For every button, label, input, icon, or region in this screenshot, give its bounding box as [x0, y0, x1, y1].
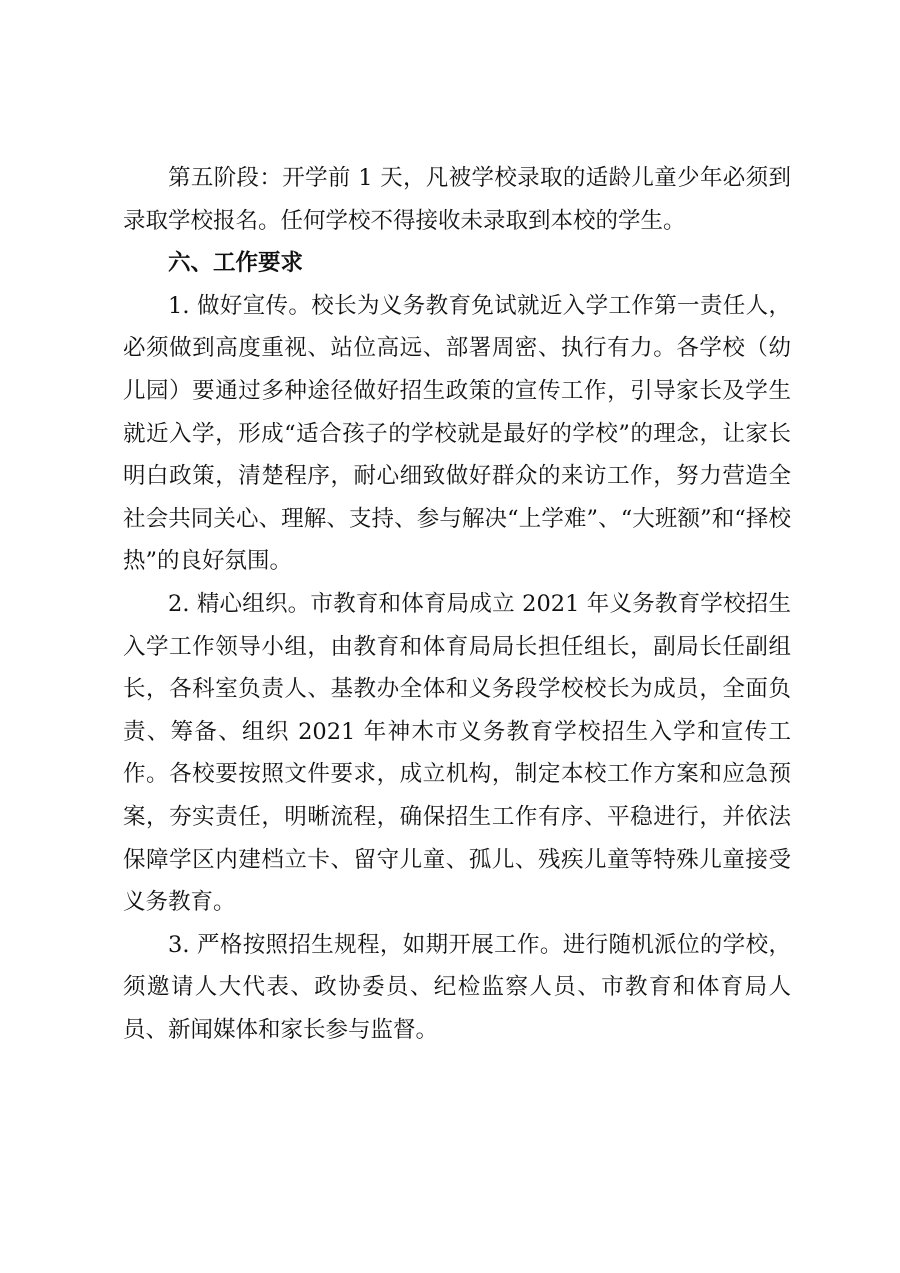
paragraph-stage-five: 第五阶段：开学前 1 天，凡被学校录取的适龄儿童少年必须到录取学校报名。任何学校不得接收未录取到本校的学生。: [123, 165, 791, 234]
section-heading-work-requirements: 六、工作要求: [168, 250, 304, 277]
paragraph-enrollment-rules: 3. 严格按照招生规程，如期开展工作。进行随机派位的学校，须邀请人大代表、政协委员、纪检监察人员、市教育和体育局人员、新闻媒体和家长参与监督。: [123, 931, 791, 1043]
paragraph-organization: 2. 精心组织。市教育和体育局成立 2021 年义务教育学校招生入学工作领导小组，由教育和体育局局长担任组长，副局长任副组长，各科室负责人、基教办全体和义务段学校校长为成员，全面负责、筹备、组织 2021 年神木市义务教育学校招生入学和宣传工作。各校要按照文件要求，成立机构，制定本校工作方案和应急预案，夯实责任，明晰流程，确保招生工作有序、平稳进行，并依法保障学区内建档立卡、留守儿童、孤儿、残疾儿童等特殊儿童接受义务教育。: [123, 590, 791, 916]
document-body: [123, 157, 791, 1051]
paragraph-publicity: 1. 做好宣传。校长为义务教育免试就近入学工作第一责任人，必须做到高度重视、站位高远、部署周密、执行有力。各学校（幼儿园）要通过多种途径做好招生政策的宣传工作，引导家长及学生就近入学，形成“适合孩子的学校就是最好的学校”的理念，让家长明白政策，清楚程序，耐心细致做好群众的来访工作，努力营造全社会共同关心、理解、支持、参与解决“上学难”、“大班额”和“择校热”的良好氛围。: [123, 292, 791, 575]
